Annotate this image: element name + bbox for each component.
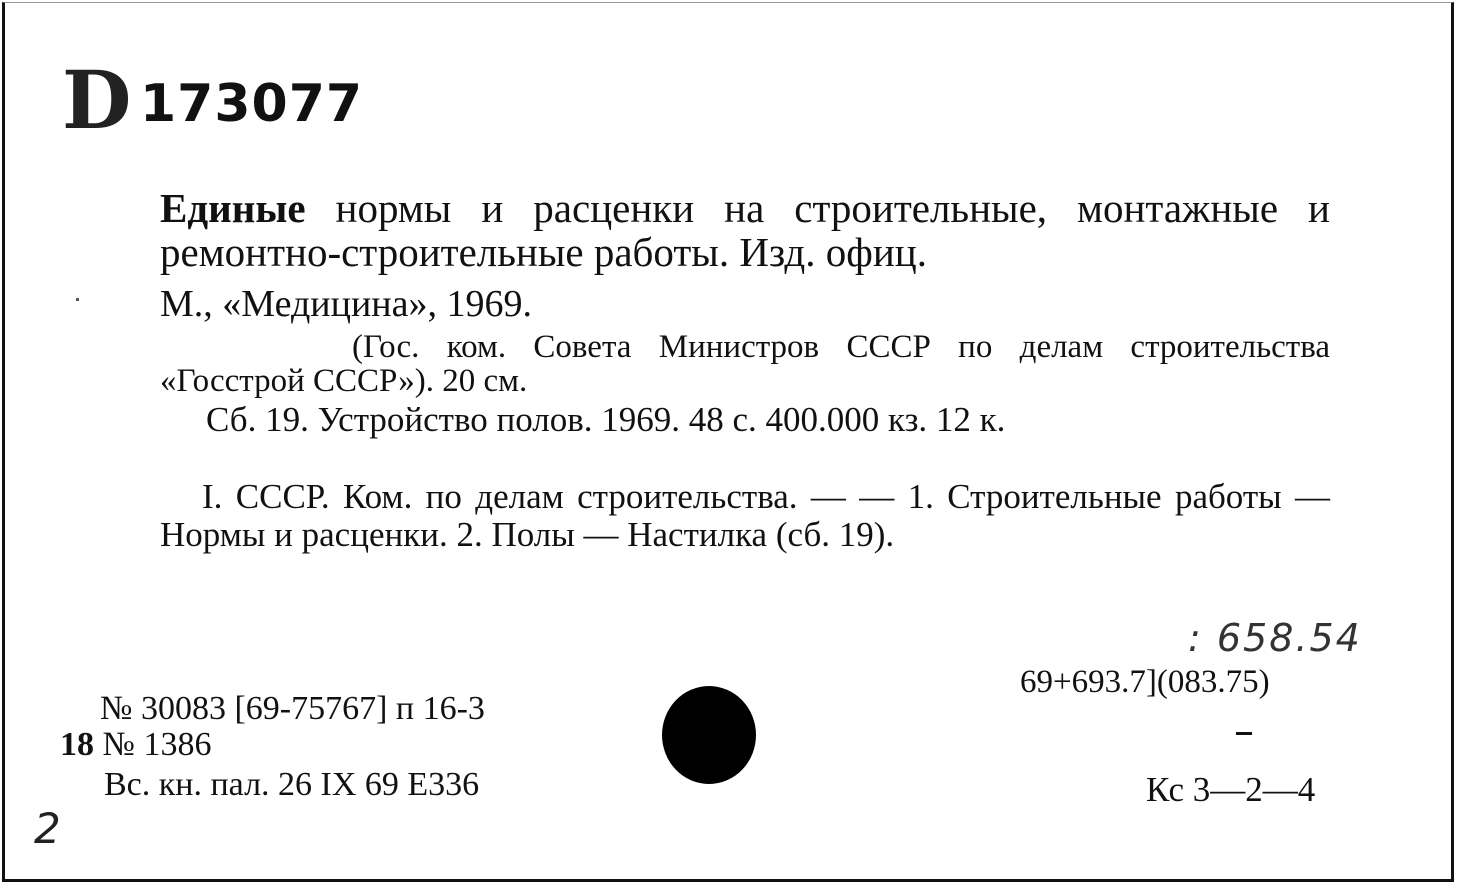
kc-code: Кс 3—2—4: [1146, 770, 1316, 809]
title-bold: Единые: [160, 185, 306, 231]
handwritten-code: : 658.54: [1188, 616, 1362, 660]
volume-line: Сб. 19. Устройство полов. 1969. 48 с. 400.000 кз. 12 к.: [206, 400, 1006, 439]
title: [160, 186, 1330, 274]
speck: [76, 298, 79, 301]
number-line: [60, 726, 211, 764]
title-rest: нормы и расценки на строительные, монтажные и ремонтно-строительные работы. Изд. офиц.: [160, 185, 1330, 275]
punch-hole: [662, 686, 756, 784]
divider-dash: [1236, 732, 1252, 735]
udc-code: 69+693.7](083.75): [1020, 664, 1270, 700]
handwritten-mark: 2: [34, 804, 61, 853]
publication-info: М., «Медицина», 1969.: [160, 283, 532, 325]
subject-headings: I. СССР. Ком. по делам строительства. — — 1. Строительные работы — Нормы и расценки. 2. Полы — Настилка (сб. 19).: [160, 477, 1330, 554]
series-note: (Гос. ком. Совета Министров СССР по делам строительства «Госстрой СССР»). 20 см.: [160, 329, 1330, 399]
number-bold: 18: [60, 726, 94, 763]
card-number: 173077: [140, 74, 364, 134]
number-rest: № 1386: [94, 726, 212, 763]
stamp-letter: D: [62, 53, 132, 147]
chamber-line: Вс. кн. пал. 26 IX 69 Е336: [104, 766, 480, 803]
order-line: № 30083 [69-75767] п 16-3: [100, 690, 485, 727]
